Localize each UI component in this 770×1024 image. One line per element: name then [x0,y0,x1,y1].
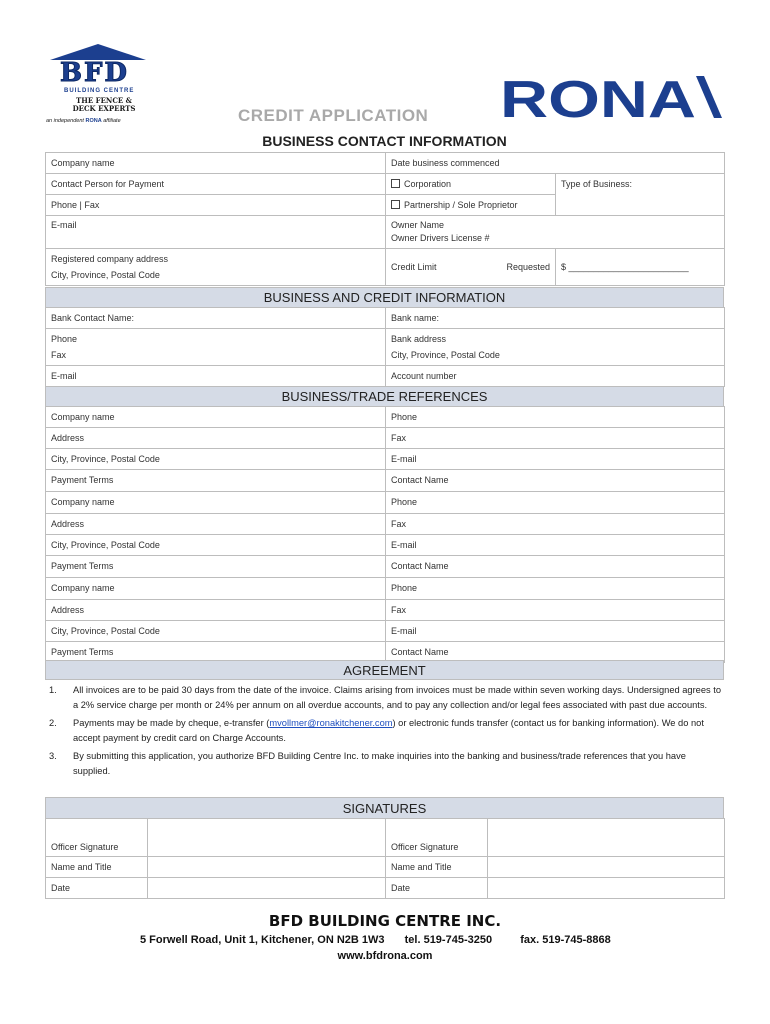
logo-tagline-line2: DECK EXPERTS [72,104,136,113]
officer-signature-label-1: Officer Signature [46,819,148,857]
bank-fax-label: Fax [51,349,67,360]
logo-letters: BFD [60,58,129,88]
ref1-email[interactable]: E-mail [386,449,725,470]
page-title: CREDIT APPLICATION [238,106,429,125]
footer-fax: fax. 519-745-8868 [520,934,611,946]
registered-city-label: City, Province, Postal Code [51,269,160,280]
agreement-item-text-post: ) or electronic funds transfer (contact us for banking information). We do not accept payment by credit card on Charge Accounts. [73,718,704,743]
name-title-label-1: Name and Title [46,857,148,878]
bank-city-label: City, Province, Postal Code [391,349,500,360]
field-bank-address[interactable] [386,329,725,366]
agreement-text [45,683,724,782]
field-credit-limit [386,249,556,286]
checkbox-partnership-label: Partnership / Sole Proprietor [404,199,518,210]
agreement-item-number: 1. [49,685,57,695]
ref3-fax[interactable]: Fax [386,600,725,621]
ref1-fax[interactable]: Fax [386,428,725,449]
requested-label: Requested [506,261,550,272]
section-heading-agreement: AGREEMENT [45,660,724,680]
business-credit-table [45,307,725,387]
logo-tagline-line1: THE FENCE & [76,96,132,105]
logo-affiliate-pre: an independent [46,118,84,124]
ref1-contact[interactable]: Contact Name [386,470,725,492]
ref1-address[interactable]: Address [46,428,386,449]
ref2-phone[interactable]: Phone [386,492,725,514]
ref3-contact[interactable]: Contact Name [386,642,725,663]
bank-phone-label: Phone [51,333,78,344]
bank-address-label: Bank address [391,333,447,344]
ref1-terms[interactable]: Payment Terms [46,470,386,492]
business-contact-table [45,152,725,286]
footer-website[interactable]: www.bfdrona.com [337,950,433,962]
ref1-phone[interactable]: Phone [386,407,725,428]
field-company-name[interactable]: Company name [46,153,386,174]
field-phone-fax[interactable]: Phone | Fax [46,195,386,216]
agreement-item-3 [45,749,724,778]
footer-company-name: BFD BUILDING CENTRE INC. [268,912,502,930]
logo-affiliate-brand: RONA [85,118,102,124]
checkbox-partnership[interactable] [386,195,556,216]
field-account-number[interactable]: Account number [386,366,725,387]
field-type-of-business[interactable]: Type of Business: [556,174,725,216]
date-field-1[interactable] [148,878,386,899]
date-field-2[interactable] [488,878,725,899]
date-label-1: Date [46,878,148,899]
ref2-company[interactable]: Company name [46,492,386,514]
field-contact-person[interactable]: Contact Person for Payment [46,174,386,195]
field-owner[interactable] [386,216,725,249]
agreement-item-text: All invoices are to be paid 30 days from the date of the invoice. Claims arising from invoices must be made within seven working days. Undersigned agrees to a 2% service charge per month or 24% per annum on all overdue accounts, and to pay any collection and/or legal fees associated with past due accounts. [73,685,722,710]
ref3-company[interactable]: Company name [46,578,386,600]
footer-contact-line [140,934,611,946]
credit-limit-label: Credit Limit [391,261,437,272]
checkbox-icon[interactable] [391,200,400,209]
agreement-item-1 [45,683,724,712]
agreement-item-number: 3. [49,751,57,761]
agreement-item-2 [45,716,724,745]
name-title-field-1[interactable] [148,857,386,878]
ref2-address[interactable]: Address [46,514,386,535]
checkbox-corporation-label: Corporation [404,178,452,189]
officer-signature-field-2[interactable] [488,819,725,857]
ref3-email[interactable]: E-mail [386,621,725,642]
rona-logo [498,72,722,122]
field-bank-phone-fax[interactable] [46,329,386,366]
rona-logo-text: RONA [500,72,696,122]
field-date-commenced[interactable]: Date business commenced [386,153,725,174]
field-requested-amount[interactable]: $ ________________________ [556,249,725,286]
date-label-2: Date [386,878,488,899]
field-bank-contact[interactable]: Bank Contact Name: [46,308,386,329]
email-link[interactable]: mvollmer@ronakitchener.com [269,718,393,728]
checkbox-corporation[interactable] [386,174,556,195]
logo-affiliate [46,118,121,124]
name-title-field-2[interactable] [488,857,725,878]
ref2-contact[interactable]: Contact Name [386,556,725,578]
field-registered-address[interactable] [46,249,386,286]
checkbox-icon[interactable] [391,179,400,188]
officer-signature-field-1[interactable] [148,819,386,857]
rona-logo-stripe [696,76,722,118]
logo-tagline [64,97,144,113]
ref2-fax[interactable]: Fax [386,514,725,535]
field-bank-name[interactable]: Bank name: [386,308,725,329]
owner-license-label: Owner Drivers License # [391,233,490,243]
agreement-item-text: By submitting this application, you authorize BFD Building Centre Inc. to make inquiries into the banking and business/trade references that you have supplied. [73,751,686,776]
ref1-company[interactable]: Company name [46,407,386,428]
signatures-table [45,818,725,899]
footer-tel: tel. 519-745-3250 [404,934,493,946]
logo-affiliate-post: affiliate [103,118,121,124]
owner-name-label: Owner Name [391,220,445,230]
trade-references-table [45,406,725,663]
ref3-terms[interactable]: Payment Terms [46,642,386,663]
section-heading-business-contact: BUSINESS CONTACT INFORMATION [262,133,507,149]
ref2-city[interactable]: City, Province, Postal Code [46,535,386,556]
bfd-logo [46,44,156,126]
agreement-item-number: 2. [49,718,57,728]
field-email[interactable]: E-mail [46,216,386,249]
ref2-email[interactable]: E-mail [386,535,725,556]
section-heading-signatures: SIGNATURES [45,797,724,818]
officer-signature-label-2: Officer Signature [386,819,488,857]
footer-address: 5 Forwell Road, Unit 1, Kitchener, ON N2B 1W3 [140,934,385,946]
registered-address-label: Registered company address [51,253,169,264]
section-heading-business-credit: BUSINESS AND CREDIT INFORMATION [45,287,724,307]
ref1-city[interactable]: City, Province, Postal Code [46,449,386,470]
section-heading-trade-references: BUSINESS/TRADE REFERENCES [45,386,724,406]
ref3-city[interactable]: City, Province, Postal Code [46,621,386,642]
ref2-terms[interactable]: Payment Terms [46,556,386,578]
agreement-item-text-pre: Payments may be made by cheque, e-transfer ( [73,718,270,728]
ref3-address[interactable]: Address [46,600,386,621]
name-title-label-2: Name and Title [386,857,488,878]
logo-building-centre: BUILDING CENTRE [64,88,135,94]
ref3-phone[interactable]: Phone [386,578,725,600]
field-bank-email[interactable]: E-mail [46,366,386,387]
